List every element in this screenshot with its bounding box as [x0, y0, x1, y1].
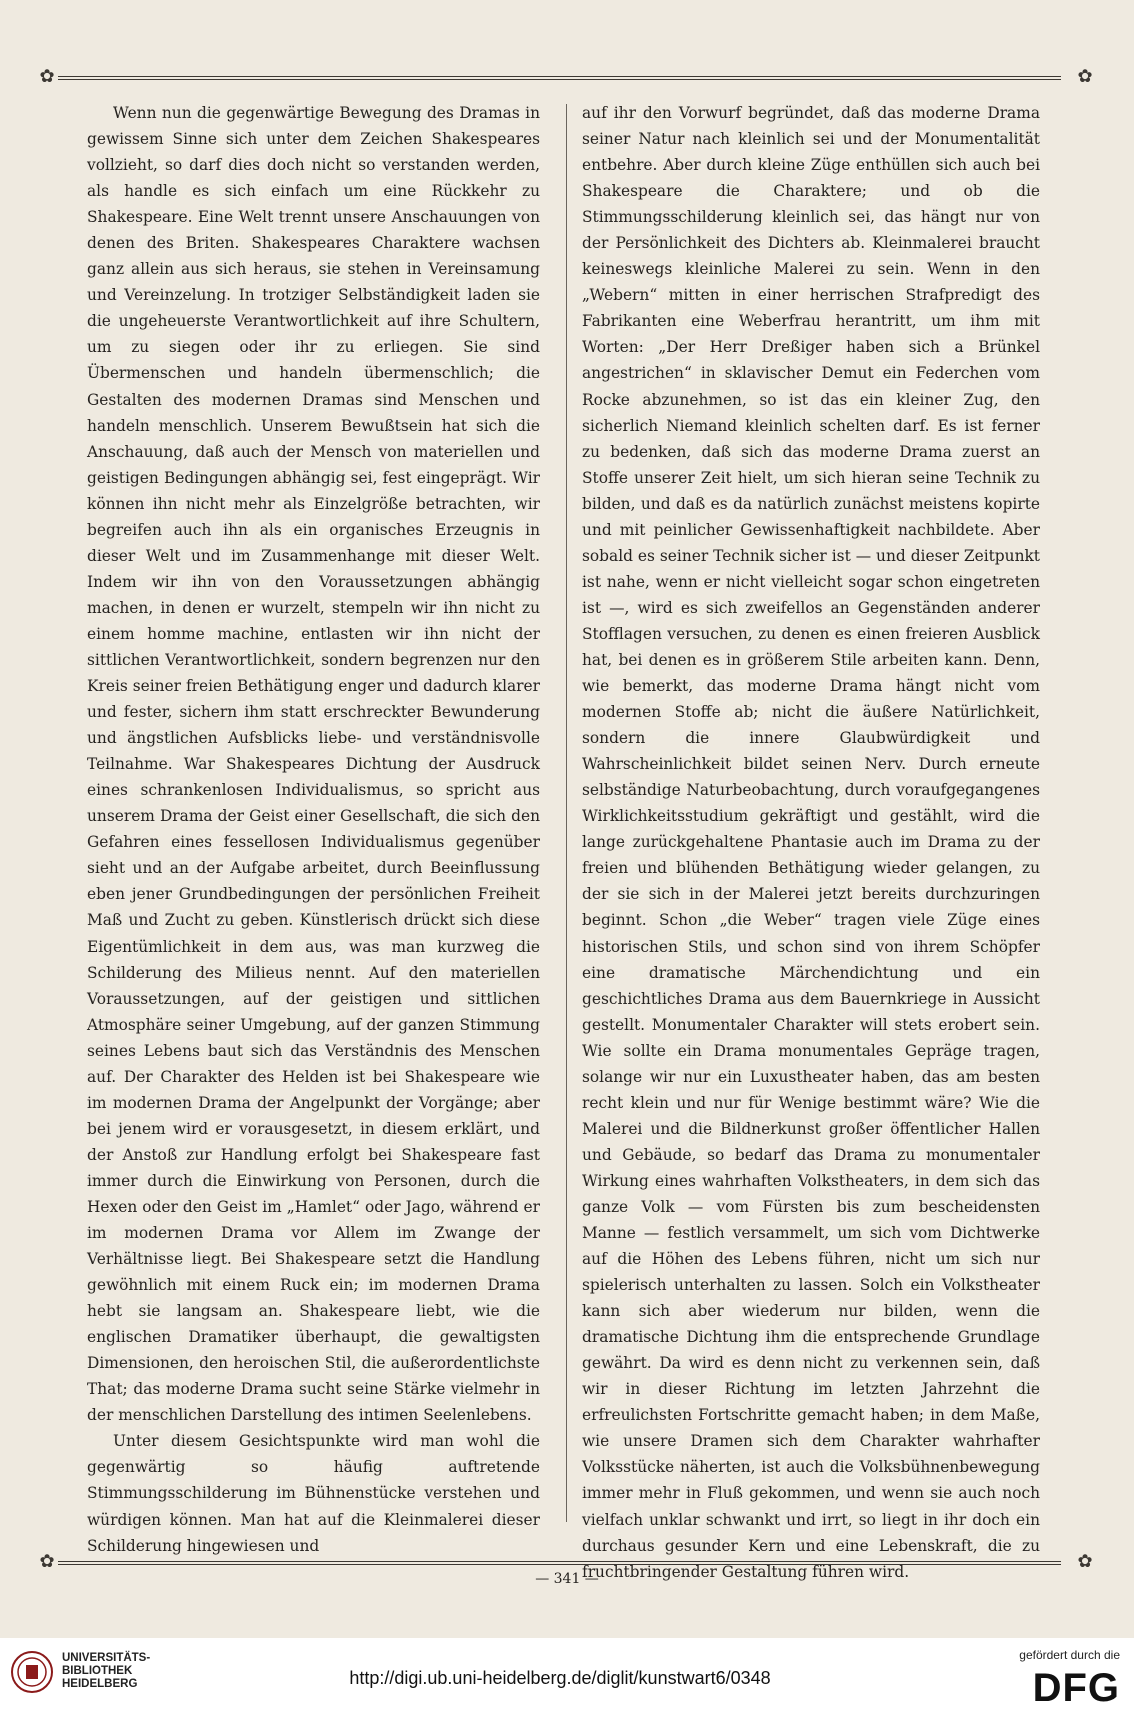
dfg-logo[interactable]: DFG: [1032, 1666, 1120, 1710]
digitization-footer: [0, 1638, 1134, 1720]
right-paragraph-1: auf ihr den Vorwurf begründet, daß das moderne Drama seiner Natur nach kleinlich sei und der Monumentalität entbehre. Aber durch kleine Züge enthüllen sich auch bei Shakespeare die Charaktere; und ob die Stimmungsschilderung kleinlich sei, das hängt nur von der Persönlichkeit des Dichters ab. Kleinmalerei braucht keineswegs kleinliche Malerei zu sein. Wenn in den „Webern“ mitten in einer herrischen Strafpredigt des Fabrikanten eine Weberfrau herantritt, um ihm mit Worten: „Der Herr Dreßiger haben sich a Brünkel angestrichen“ in sklavischer Demut ein Federchen vom Rocke abzunehmen, so ist das ein kleiner Zug, den sicherlich Niemand kleinlich schelten darf. Es ist ferner zu bedenken, daß sich das moderne Drama zuerst an Stoffe unserer Zeit hielt, um sich hieran seine Technik zu bilden, und daß es da natürlich zunächst meistens kopirte und mit peinlicher Gewissenhaftigkeit nachbildete. Aber sobald es seiner Technik sicher ist — und dieser Zeitpunkt ist nahe, wenn er nicht vielleicht sogar schon eingetreten ist —, wird es sich zweifellos an Gegenständen anderer Stofflagen versuchen, zu denen es einen freieren Ausblick hat, bei denen es in größerem Stile arbeiten kann. Denn, wie bemerkt, das moderne Drama hängt nicht vom modernen Stoffe ab; nicht die äußere Natürlichkeit, sondern die innere Glaubwürdigkeit und Wahrscheinlichkeit bildet seinen Nerv. Durch erneute selbständige Naturbeobachtung, durch voraufgegangenes Wirklichkeitsstudium gekräftigt und gestählt, wird die lange zurückgehaltene Phantasie auch im Drama zu der freien und blühenden Bethätigung wieder gelangen, zu der sie sich in der Malerei jetzt bereits durchzuringen beginnt. Schon „die Weber“ tragen viele Züge eines historischen Stils, und schon sind von ihrem Schöpfer eine dramatische Märchendichtung und ein geschichtliches Drama aus dem Bauernkriege in Aussicht gestellt. Monumentaler Charakter will stets erobert sein. Wie sollte ein Drama monumentales Gepräge tragen, solange wir nur ein Luxustheater haben, das am besten recht klein und nur für Wenige bestimmt wäre? Wie die Malerei und die Bildnerkunst großer öffentlicher Hallen und Gebäude, so bedarf das Drama zu monumentaler Wirkung eines wahrhaften Volkstheaters, in dem sich das ganze Volk — vom Fürsten bis zum bescheidensten Manne — festlich versammelt, um sich vom Dichtwerke auf die Höhen des Lebens führen, nicht um sich nur spielerisch unterhalten zu lassen. Solch ein Volkstheater kann sich aber wiederum nur bilden, wenn die dramatische Dichtung ihm die entsprechende Grundlage gewährt. Da wird es denn nicht zu verkennen sein, daß wir in dieser Richtung im letzten Jahrzehnt die erfreulichsten Fortschritte gemacht haben; in dem Maße, wie unsere Dramen sich dem Charakter wahrhafter Volksstücke näherten, ist auch die Volksbühnenbewegung immer mehr in Fluß gekommen, und wenn sie auch noch vielfach unklar schwankt und irrt, so liegt in ihr doch ein durchaus gesunder Kern und eine Lebenskraft, die zu fruchtbringender Gestaltung führen wird.: [582, 104, 1040, 1581]
funded-by-label: gefördert durch die: [1019, 1648, 1120, 1662]
source-url-link[interactable]: http://digi.ub.uni-heidelberg.de/diglit/kunstwart6/0348: [349, 1668, 771, 1688]
left-paragraph-1: Wenn nun die gegenwärtige Bewegung des Dramas in gewissem Sinne sich unter dem Zeichen Shakespeares vollzieht, so darf dies doch nicht so verstanden werden, als handle es sich einfach um eine Rückkehr zu Shakespeare. Eine Welt trennt unsere Anschauungen von denen des Briten. Shakespeares Charaktere wachsen ganz allein aus sich heraus, sie stehen in Vereinsamung und Vereinzelung. In trotziger Selbständigkeit laden sie die ungeheuerste Verantwortlichkeit auf ihre Schultern, um zu siegen oder ihr zu erliegen. Sie sind Übermenschen und handeln übermenschlich; die Gestalten des modernen Dramas sind Menschen und handeln menschlich. Unserem Bewußtsein hat sich die Anschauung, daß auch der Mensch von materiellen und geistigen Bedingungen abhängig sei, fest eingeprägt. Wir können ihn nicht mehr als Einzelgröße betrachten, wir begreifen auch ihn als ein organisches Erzeugnis in dieser Welt und im Zusammenhange mit dieser Welt. Indem wir ihn von den Voraussetzungen abhängig machen, in denen er wurzelt, stempeln wir ihn nicht zu einem homme machine, entlasten wir ihn nicht der sittlichen Verantwortlichkeit, sondern begrenzen nur den Kreis seiner freien Bethätigung enger und dadurch klarer und fester, sichern ihm statt erschreckter Bewunderung und ängstlichen Aufsblicks liebe- und verständnisvolle Teilnahme. War Shakespeares Dichtung der Ausdruck eines schrankenlosen Individualismus, so spricht aus unserem Drama der Geist einer Gesellschaft, die sich den Gefahren eines fessellosen Individualismus gegenüber sieht und an der Aufgabe arbeitet, durch Beeinflussung eben jener Grundbedingungen der persönlichen Freiheit Maß und Zucht zu geben. Künstlerisch drückt sich diese Eigentümlichkeit in dem aus, was man kurzweg die Schilderung des Milieus nennt. Auf den materiellen Voraussetzungen, auf der geistigen und sittlichen Atmosphäre seiner Umgebung, auf der ganzen Stimmung seines Lebens baut sich das Verständnis des Menschen auf. Der Charakter des Helden ist bei Shakespeare wie im modernen Drama der Angelpunkt der Vorgänge; aber bei jenem wird er vorausgesetzt, in diesem erklärt, und der Anstoß zur Handlung erfolgt bei Shakespeare fast immer durch die Einwirkung von Personen, durch die Hexen oder den Geist im „Hamlet“ oder Jago, während er im modernen Drama vor Allem im Zwange der Verhältnisse liegt. Bei Shakespeare setzt die Handlung gewöhnlich mit einem Ruck ein; im modernen Drama hebt sie langsam an. Shakespeare liebt, wie die englischen Dramatiker überhaupt, die gewaltigsten Dimensionen, den heroischen Stil, die außerordentlichste That; das moderne Drama sucht seine Stärke vielmehr in der menschlichen Darstellung des intimen Seelenlebens.: [87, 104, 540, 1425]
ornament-bottom-right-icon: ✿: [1077, 1551, 1093, 1572]
column-divider: [566, 104, 567, 1522]
left-column: [87, 100, 540, 1559]
institution-line-1: UNIVERSITÄTS-: [62, 1652, 151, 1664]
ornament-top-left-icon: ✿: [39, 66, 55, 87]
bottom-rule: [58, 1561, 1061, 1565]
page-number: — 341 —: [535, 1571, 599, 1587]
university-seal-icon: [10, 1650, 54, 1694]
ornament-bottom-left-icon: ✿: [39, 1551, 55, 1572]
institution-line-2: BIBLIOTHEK: [62, 1665, 133, 1677]
right-column: [582, 100, 1040, 1585]
institution-name[interactable]: [62, 1652, 172, 1691]
ornament-top-right-icon: ✿: [1077, 66, 1093, 87]
institution-line-3: HEIDELBERG: [62, 1678, 138, 1690]
top-rule: [58, 76, 1061, 80]
left-paragraph-2: Unter diesem Gesichtspunkte wird man wohl die gegenwärtig so häufig auftretende Stimmungsschilderung im Bühnenstücke verstehen und würdigen können. Man hat auf die Kleinmalerei dieser Schilderung hingewiesen und: [87, 1432, 540, 1555]
